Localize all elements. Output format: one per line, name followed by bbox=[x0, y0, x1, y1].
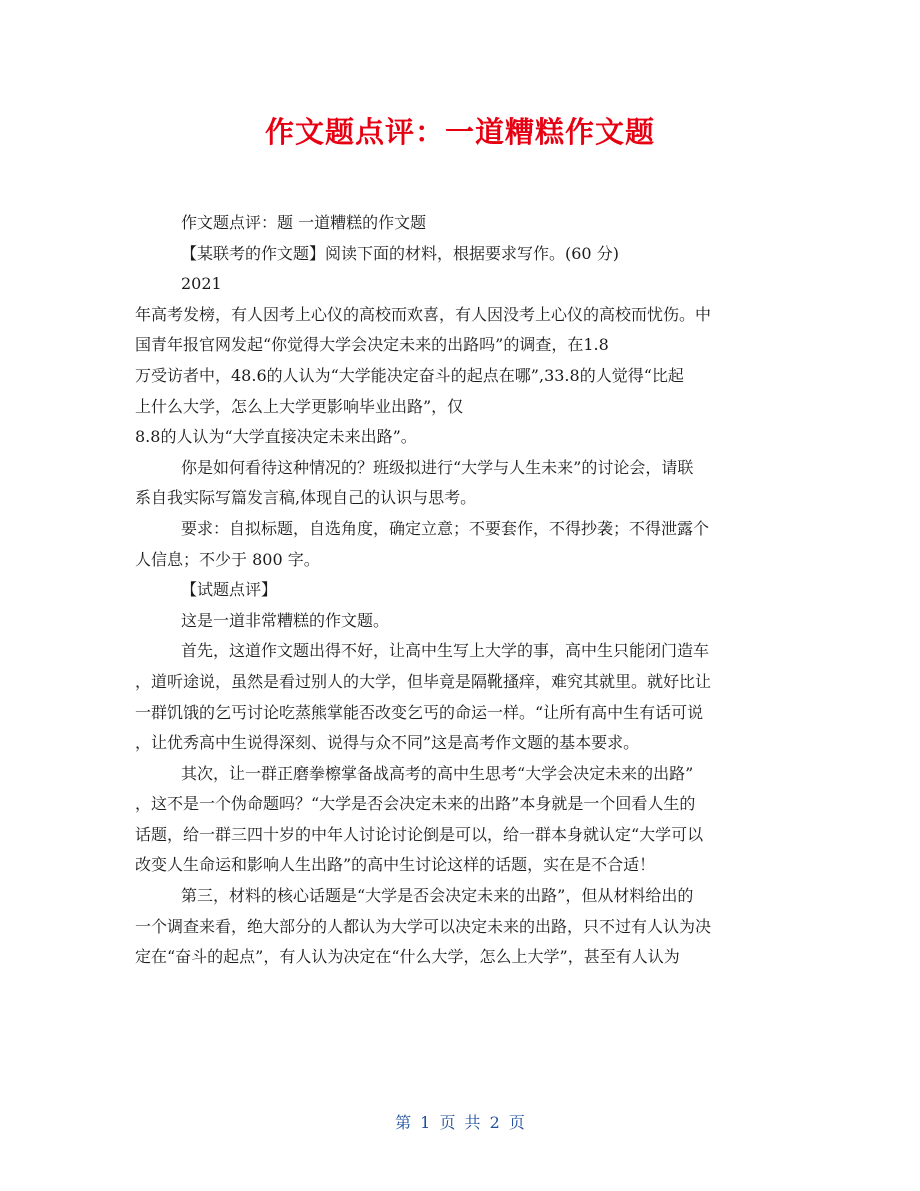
body-line: 首先，这道作文题出得不好，让高中生写上大学的事，高中生只能闭门造车 bbox=[181, 641, 710, 661]
body-line: 【某联考的作文题】阅读下面的材料，根据要求写作。(60 分) bbox=[181, 243, 619, 263]
page-footer: 第 1 页 共 2 页 bbox=[395, 1113, 525, 1132]
body-line: 你是如何看待这种情况的？班级拟进行“大学与人生未来”的讨论会，请联 bbox=[181, 457, 694, 477]
document-title: 作文题点评：一道糟糕作文题 bbox=[264, 115, 655, 149]
body-line: 一个调查来看，绝大部分的人都认为大学可以决定未来的出路，只不过有人认为决 bbox=[135, 916, 712, 936]
body-line: 其次，让一群正磨拳檫掌备战高考的高中生思考“大学会决定未来的出路” bbox=[181, 763, 694, 783]
body-line: 万受访者中，48.6的人认为“大学能决定奋斗的起点在哪”,33.8的人觉得“比起 bbox=[135, 365, 684, 385]
body-line: 第三，材料的核心话题是“大学是否会决定未来的出路”，但从材料给出的 bbox=[181, 886, 694, 906]
body-line: ，这不是一个伪命题吗？“大学是否会决定未来的出路”本身就是一个回看人生的 bbox=[135, 794, 696, 814]
body-line: 国青年报官网发起“你觉得大学会决定未来的出路吗”的调查，在1.8 bbox=[135, 335, 609, 355]
body-line: 上什么大学，怎么上大学更影响毕业出路”，仅 bbox=[135, 396, 464, 416]
document-body bbox=[135, 208, 785, 973]
body-line: 【试题点评】 bbox=[181, 580, 278, 600]
body-line: 系自我实际写篇发言稿,体现自己的认识与思考。 bbox=[135, 488, 477, 508]
body-line: ，让优秀高中生说得深刻、说得与众不同”这是高考作文题的基本要求。 bbox=[135, 733, 640, 753]
body-line: 这是一道非常糟糕的作文题。 bbox=[181, 610, 390, 630]
body-line: 2021 bbox=[181, 274, 222, 294]
body-line: 年高考发榜，有人因考上心仪的高校而欢喜，有人因没考上心仪的高校而忧伤。中 bbox=[135, 304, 712, 324]
body-line: 一群饥饿的乞丐讨论吃蒸熊掌能否改变乞丐的命运一样。“让所有高中生有话可说 bbox=[135, 702, 704, 722]
body-line: 要求：自拟标题，自选角度，确定立意；不要套作，不得抄袭；不得泄露个 bbox=[181, 518, 710, 538]
body-line: 8.8的人认为“大学直接决定未来出路”。 bbox=[135, 427, 417, 447]
body-line: 定在“奋斗的起点”，有人认为决定在“什么大学，怎么上大学”，甚至有人认为 bbox=[135, 947, 680, 967]
body-line: 作文题点评：题 一道糟糕的作文题 bbox=[181, 213, 427, 232]
body-line: 话题，给一群三四十岁的中年人讨论讨论倒是可以，给一群本身就认定“大学可以 bbox=[135, 824, 704, 844]
body-line: 人信息；不少于 800 字。 bbox=[135, 549, 320, 569]
body-line: 改变人生命运和影响人生出路”的高中生讨论这样的话题，实在是不合适！ bbox=[135, 855, 656, 875]
body-line: ，道听途说，虽然是看过别人的大学，但毕竟是隔靴搔痒，难究其就里。就好比让 bbox=[135, 671, 712, 691]
